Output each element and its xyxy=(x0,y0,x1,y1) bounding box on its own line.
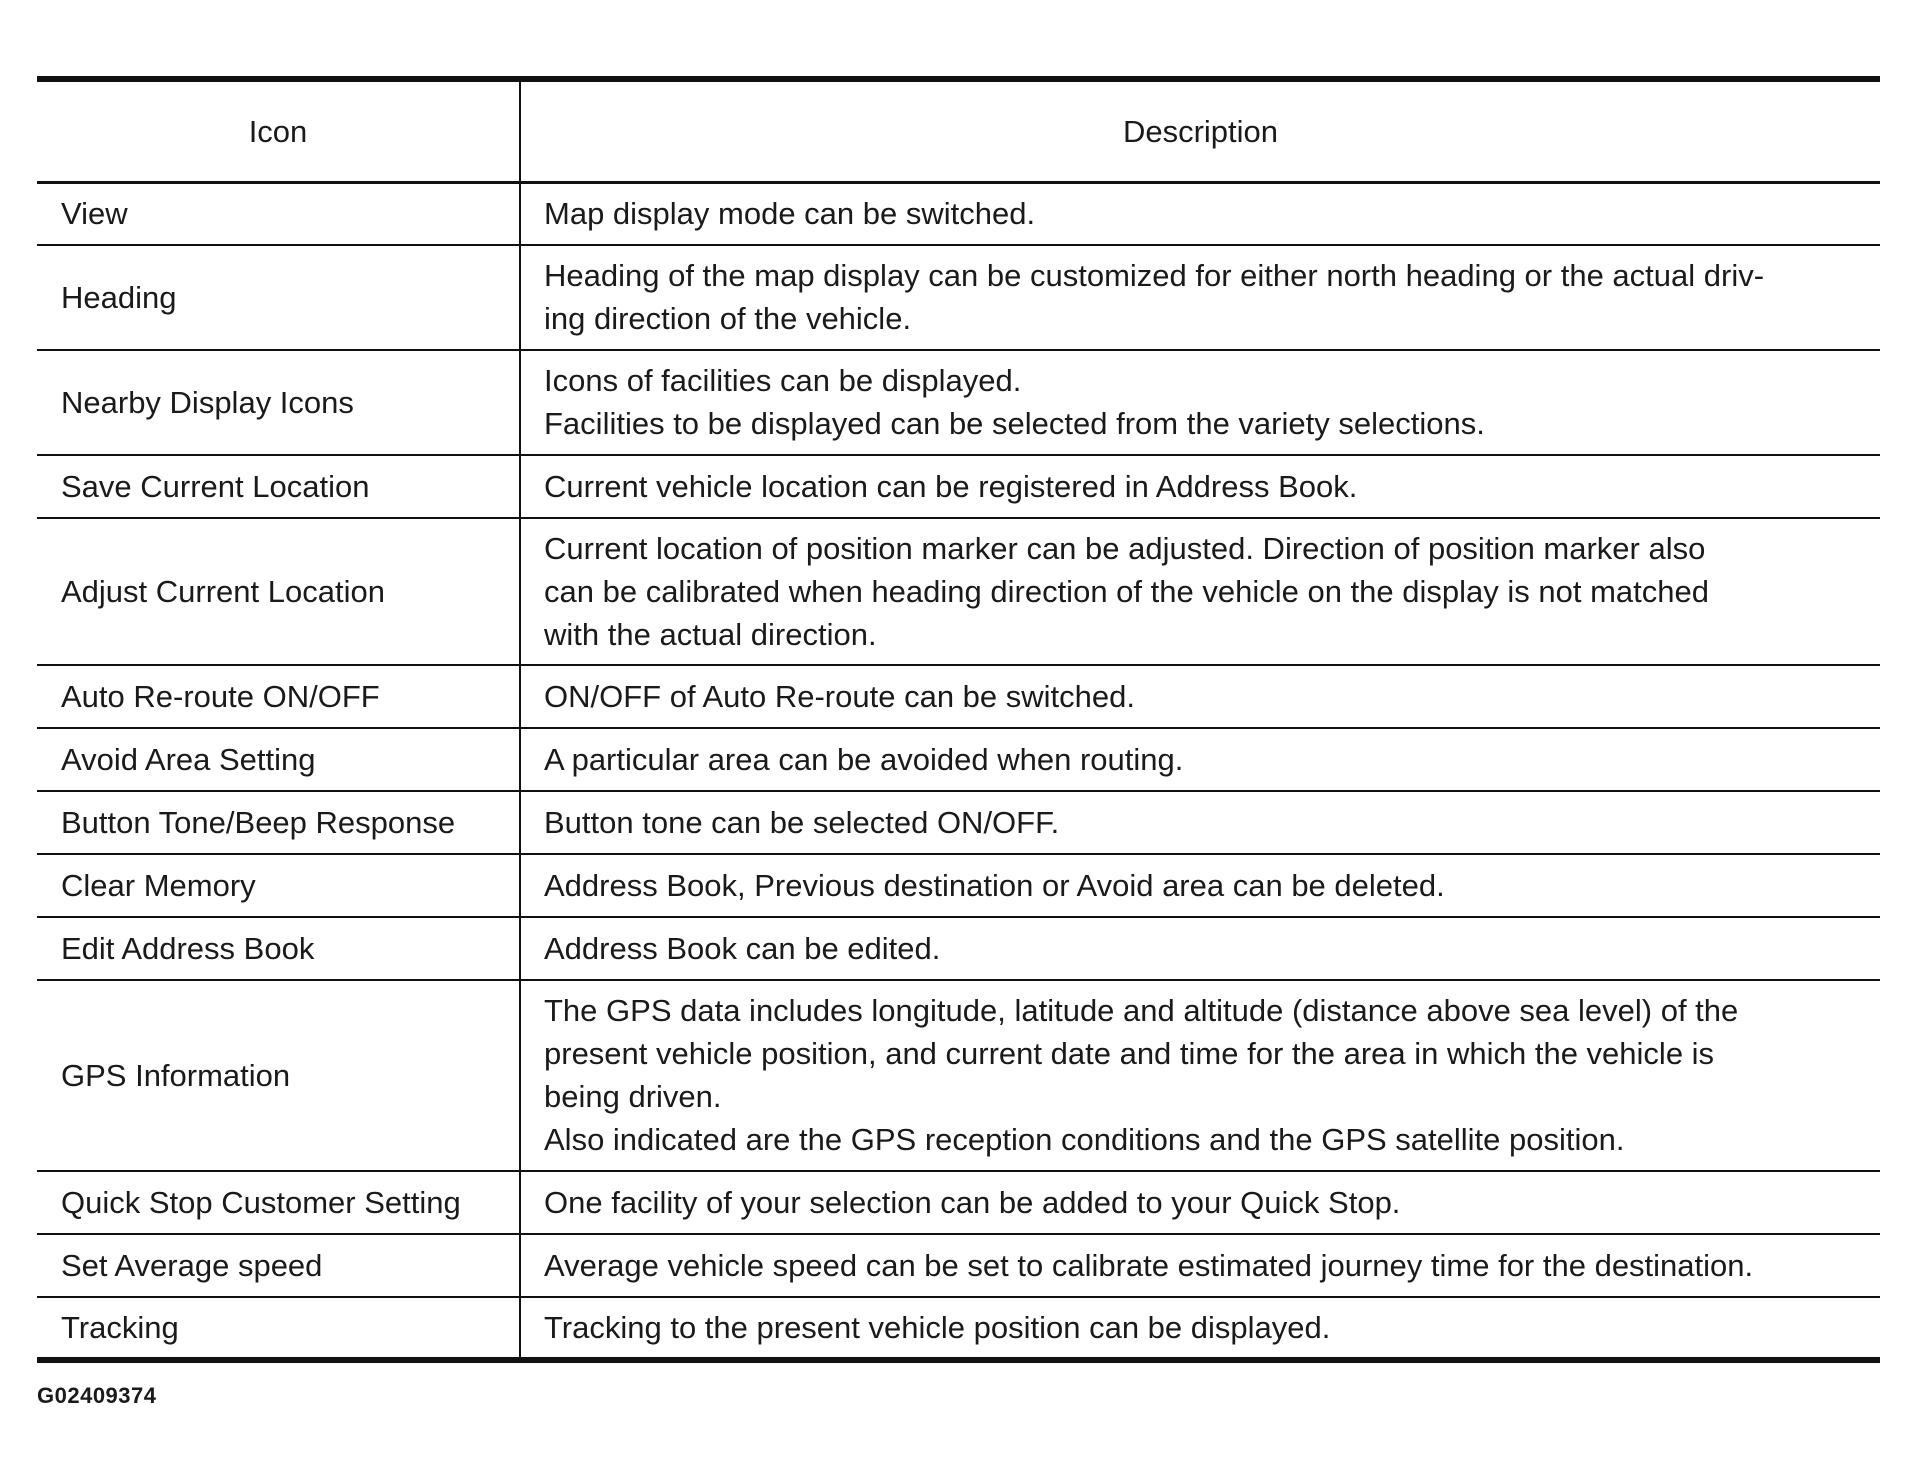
header-icon: Icon xyxy=(37,79,520,183)
row-description xyxy=(520,917,1880,980)
row-icon-name: Adjust Current Location xyxy=(37,518,520,665)
row-icon-name: Clear Memory xyxy=(37,854,520,917)
table-row xyxy=(37,350,1880,455)
icon-description-table xyxy=(37,76,1880,1363)
table-row xyxy=(37,1171,1880,1234)
description-line: Facilities to be displayed can be selected from the variety selections. xyxy=(544,406,1485,441)
row-description xyxy=(520,455,1880,518)
icon-description-table-wrapper xyxy=(37,76,1880,1363)
description-line: present vehicle position, and current date and time for the area in which the vehicle is xyxy=(544,1036,1715,1071)
table-row xyxy=(37,665,1880,728)
table-row xyxy=(37,1234,1880,1297)
description-line: Address Book, Previous destination or Avoid area can be deleted. xyxy=(544,867,1445,903)
row-icon-name: Quick Stop Customer Setting xyxy=(37,1171,520,1234)
description-line: Also indicated are the GPS reception conditions and the GPS satellite position. xyxy=(544,1122,1625,1157)
row-icon-name: Button Tone/Beep Response xyxy=(37,791,520,854)
header-description: Description xyxy=(1122,113,1279,149)
table-row xyxy=(37,728,1880,791)
description-line: Button tone can be selected ON/OFF. xyxy=(544,804,1060,840)
row-description xyxy=(520,980,1880,1171)
table-row xyxy=(37,518,1880,665)
figure-id: G02409374 xyxy=(37,1383,157,1408)
description-line: Current location of position marker can be adjusted. Direction of position marker also xyxy=(544,530,1706,566)
row-icon-name: Tracking xyxy=(37,1297,520,1360)
description-line: with the actual direction. xyxy=(544,616,877,652)
row-icon-name: Heading xyxy=(37,245,520,350)
description-line: Icons of facilities can be displayed. xyxy=(544,363,1022,398)
table-row xyxy=(37,245,1880,350)
description-line: being driven. xyxy=(544,1079,722,1114)
row-description xyxy=(520,1234,1880,1297)
description-line: Address Book can be edited. xyxy=(544,930,941,966)
table-row xyxy=(37,854,1880,917)
description-line: ON/OFF of Auto Re-route can be switched. xyxy=(544,678,1135,714)
table-row xyxy=(37,980,1880,1171)
description-line: Tracking to the present vehicle position can be displayed. xyxy=(544,1309,1331,1345)
table-row xyxy=(37,183,1880,245)
description-line: One facility of your selection can be added to your Quick Stop. xyxy=(544,1184,1401,1220)
table-row xyxy=(37,1297,1880,1360)
description-line: Current vehicle location can be registered in Address Book. xyxy=(544,468,1358,504)
row-icon-name: Avoid Area Setting xyxy=(37,728,520,791)
table-row xyxy=(37,791,1880,854)
row-icon-name: View xyxy=(37,183,520,245)
description-line: Map display mode can be switched. xyxy=(544,196,1036,232)
row-icon-name: GPS Information xyxy=(37,980,520,1171)
row-description xyxy=(520,1171,1880,1234)
table-row xyxy=(37,455,1880,518)
row-icon-name: Nearby Display Icons xyxy=(37,350,520,455)
description-line: Heading of the map display can be customized for either north heading or the actual driv- xyxy=(544,258,1765,293)
row-description xyxy=(520,183,1880,245)
row-description xyxy=(520,728,1880,791)
table-header-row xyxy=(37,79,1880,183)
description-line: can be calibrated when heading direction of the vehicle on the display is not matched xyxy=(544,573,1709,609)
row-icon-name: Set Average speed xyxy=(37,1234,520,1297)
row-icon-name: Auto Re-route ON/OFF xyxy=(37,665,520,728)
description-line: Average vehicle speed can be set to calibrate estimated journey time for the destination. xyxy=(544,1247,1754,1283)
row-description xyxy=(520,518,1880,665)
description-line: A particular area can be avoided when routing. xyxy=(544,741,1184,777)
table-body xyxy=(37,183,1880,1360)
description-line: ing direction of the vehicle. xyxy=(544,301,912,336)
description-line: The GPS data includes longitude, latitude and altitude (distance above sea level) of the xyxy=(544,993,1739,1028)
row-description xyxy=(520,791,1880,854)
table-row xyxy=(37,917,1880,980)
row-icon-name: Edit Address Book xyxy=(37,917,520,980)
row-description xyxy=(520,665,1880,728)
row-description xyxy=(520,1297,1880,1360)
row-description xyxy=(520,245,1880,350)
row-icon-name: Save Current Location xyxy=(37,455,520,518)
row-description xyxy=(520,350,1880,455)
row-description xyxy=(520,854,1880,917)
